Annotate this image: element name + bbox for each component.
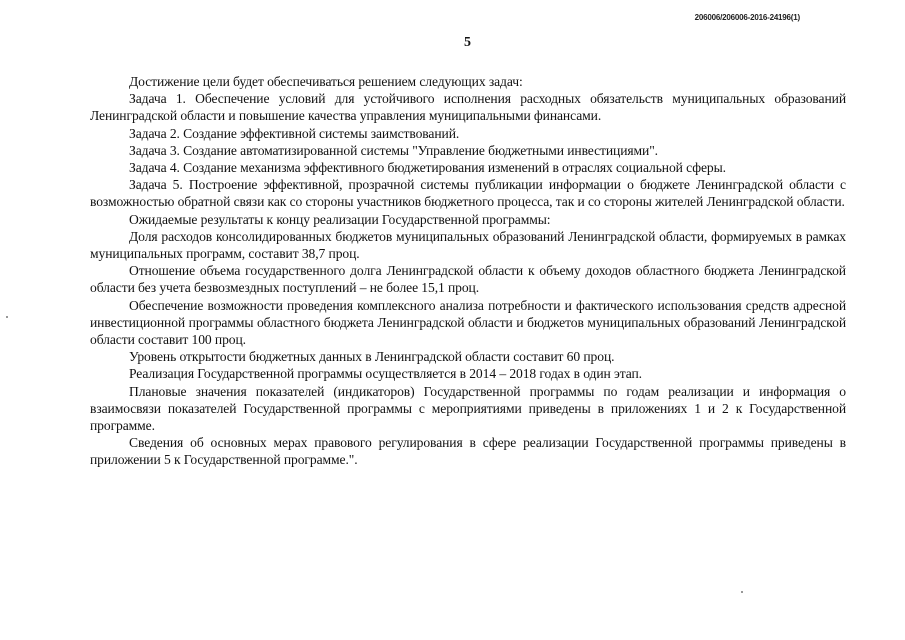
scan-speck xyxy=(6,316,8,318)
paragraph-results-intro: Ожидаемые результаты к концу реализации Государственной программы: xyxy=(129,211,551,227)
paragraph-result-debt-ratio: Отношение объема государственного долга Ленинградской области к объему доходов областного бюджета Ленинградской области без учета безвозмездных поступлений – не более 15,1 проц. xyxy=(90,263,846,296)
paragraph-task-5: Задача 5. Построение эффективной, прозрачной системы публикации информации о бюджете Ленинградской области с возможностью обратной связи как со стороны участников бюджетного процесса, так и со стороны жителей Ленинградской области. xyxy=(90,177,846,210)
paragraph-task-3: Задача 3. Создание автоматизированной системы "Управление бюджетными инвестициями". xyxy=(129,142,658,158)
paragraph-legal-regulation: Сведения об основных мерах правового регулирования в сфере реализации Государственной программы приведены в приложении 5 к Государственной программе.". xyxy=(90,435,846,468)
paragraph-task-4: Задача 4. Создание механизма эффективного бюджетирования изменений в отраслях социальной сферы. xyxy=(129,160,726,176)
document-id: 206006/206006-2016-24196(1) xyxy=(694,13,800,22)
paragraph-result-analysis: Обеспечение возможности проведения комплексного анализа потребности и фактического использования средств адресной инвестиционной программы областного бюджета Ленинградской области и бюджетов муниципальных образований Ленинградской области составит 100 проц. xyxy=(90,297,846,348)
paragraph-implementation-period: Реализация Государственной программы осуществляется в 2014 – 2018 годах в один этап. xyxy=(129,366,642,382)
document-body xyxy=(90,73,846,469)
paragraph-result-openness: Уровень открытости бюджетных данных в Ленинградской области составит 60 проц. xyxy=(129,349,615,365)
paragraph-goal-intro: Достижение цели будет обеспечиваться решением следующих задач: xyxy=(129,74,523,89)
paragraph-indicators: Плановые значения показателей (индикаторов) Государственной программы по годам реализации и информация о взаимосвязи показателей Государственной программы с мероприятиями приведены в приложениях 1 и 2 к Государственной программе. xyxy=(90,383,846,434)
paragraph-task-1: Задача 1. Обеспечение условий для устойчивого исполнения расходных обязательств муниципальных образований Ленинградской области и повышение качества управления муниципальными финансами. xyxy=(90,91,846,124)
paragraph-result-budget-share: Доля расходов консолидированных бюджетов муниципальных образований Ленинградской области, формируемых в рамках муниципальных программ, составит 38,7 проц. xyxy=(90,228,846,262)
scan-speck xyxy=(741,591,743,593)
page-number: 5 xyxy=(464,35,471,50)
paragraph-task-2: Задача 2. Создание эффективной системы заимствований. xyxy=(129,125,460,141)
